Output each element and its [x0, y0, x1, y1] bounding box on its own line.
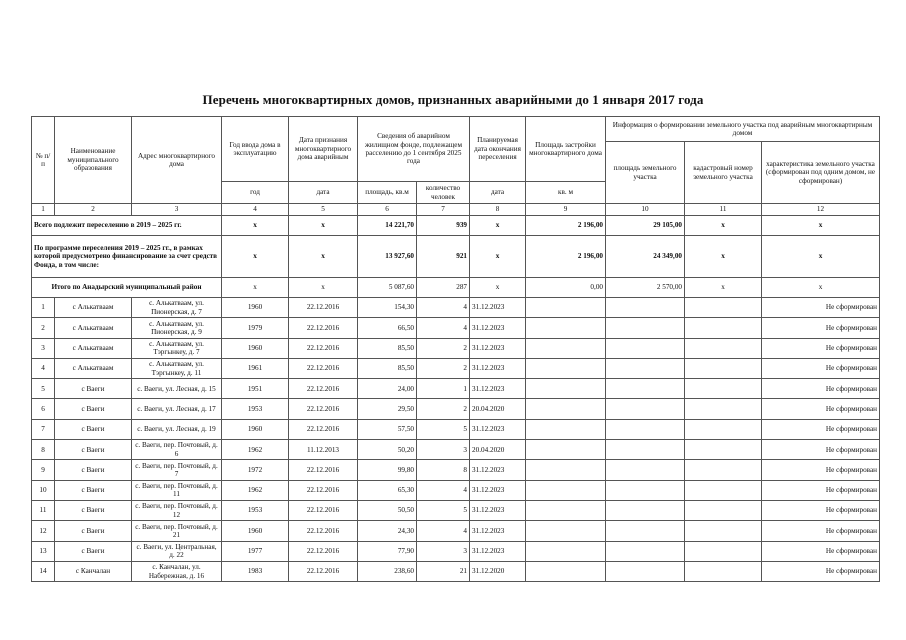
- summary-people: 921: [417, 236, 470, 278]
- summary-area: 13 927,60: [358, 236, 417, 278]
- col-number: 2: [55, 204, 132, 216]
- row-people: 5: [417, 419, 470, 439]
- row-area: 238,60: [358, 561, 417, 581]
- row-number: 11: [32, 500, 55, 520]
- summary-char: х: [762, 278, 880, 298]
- summary-land-area: 24 349,00: [606, 236, 685, 278]
- row-area: 29,50: [358, 399, 417, 419]
- row-people: 1: [417, 379, 470, 399]
- row-municipality: с Ваеги: [55, 480, 132, 500]
- row-land-area: [606, 338, 685, 358]
- header-num: № п/п: [32, 117, 55, 204]
- document-title: Перечень многоквартирных домов, признанных аварийными до 1 января 2017 года: [202, 92, 704, 107]
- row-planned-date: 31.12.2023: [470, 358, 526, 378]
- summary-district-row: [32, 278, 880, 298]
- row-municipality: с Ваеги: [55, 500, 132, 520]
- col-number: 10: [606, 204, 685, 216]
- row-people: 4: [417, 318, 470, 338]
- row-cadastral: [685, 419, 762, 439]
- row-date: 22.12.2016: [289, 480, 358, 500]
- row-area: 50,50: [358, 500, 417, 520]
- table-row: [32, 298, 880, 318]
- summary-label: По программе переселения 2019 – 2025 гг., в рамках которой предусмотрено финансирование за счет средств Фонда, в том числе:: [32, 236, 222, 278]
- row-people: 21: [417, 561, 470, 581]
- row-area: 85,50: [358, 358, 417, 378]
- row-address: с. Ваеги, пер. Почтовый, д. 7: [132, 460, 222, 480]
- row-building-area: [526, 480, 606, 500]
- row-address: с. Алькатваам, ул. Пионерская, д. 9: [132, 318, 222, 338]
- row-cadastral: [685, 480, 762, 500]
- row-year: 1960: [222, 338, 289, 358]
- row-cadastral: [685, 440, 762, 460]
- summary-build-area: 0,00: [526, 278, 606, 298]
- row-cadastral: [685, 358, 762, 378]
- row-year: 1962: [222, 480, 289, 500]
- table-row: [32, 358, 880, 378]
- row-planned-date: 31.12.2023: [470, 318, 526, 338]
- unit-people: количество человек: [417, 182, 470, 204]
- row-municipality: с Ваеги: [55, 379, 132, 399]
- row-area: 50,20: [358, 440, 417, 460]
- table-row: [32, 440, 880, 460]
- summary-land-area: 29 105,00: [606, 216, 685, 236]
- row-date: 22.12.2016: [289, 379, 358, 399]
- summary-char: х: [762, 236, 880, 278]
- row-municipality: с Ваеги: [55, 419, 132, 439]
- row-planned-date: 31.12.2023: [470, 338, 526, 358]
- row-people: 4: [417, 480, 470, 500]
- row-people: 8: [417, 460, 470, 480]
- row-people: 2: [417, 338, 470, 358]
- row-date: 22.12.2016: [289, 318, 358, 338]
- unit-sqm: кв. м: [526, 182, 606, 204]
- table-row: [32, 318, 880, 338]
- row-date: 22.12.2016: [289, 460, 358, 480]
- row-cadastral: [685, 298, 762, 318]
- row-land-status: Не сформирован: [762, 521, 880, 541]
- unit-year: год: [222, 182, 289, 204]
- row-land-status: Не сформирован: [762, 500, 880, 520]
- table-row: [32, 419, 880, 439]
- row-number: 13: [32, 541, 55, 561]
- row-area: 77,90: [358, 541, 417, 561]
- row-people: 5: [417, 500, 470, 520]
- row-building-area: [526, 379, 606, 399]
- row-year: 1953: [222, 399, 289, 419]
- table-row: [32, 500, 880, 520]
- row-area: 154,30: [358, 298, 417, 318]
- row-municipality: с Ваеги: [55, 399, 132, 419]
- row-year: 1972: [222, 460, 289, 480]
- row-year: 1977: [222, 541, 289, 561]
- row-year: 1953: [222, 500, 289, 520]
- row-year: 1960: [222, 521, 289, 541]
- row-people: 3: [417, 440, 470, 460]
- row-municipality: с Ваеги: [55, 440, 132, 460]
- row-number: 2: [32, 318, 55, 338]
- row-cadastral: [685, 500, 762, 520]
- row-planned-date: 31.12.2023: [470, 460, 526, 480]
- col-number: 1: [32, 204, 55, 216]
- row-address: с. Ваеги, пер. Почтовый, д. 12: [132, 500, 222, 520]
- row-date: 22.12.2016: [289, 419, 358, 439]
- row-address: с. Алькатваам, ул. Тэргынкеу, д. 7: [132, 338, 222, 358]
- row-address: с. Ваеги, пер. Почтовый, д. 21: [132, 521, 222, 541]
- row-planned-date: 31.12.2023: [470, 500, 526, 520]
- row-building-area: [526, 500, 606, 520]
- row-municipality: с Ваеги: [55, 541, 132, 561]
- row-land-status: Не сформирован: [762, 379, 880, 399]
- row-land-area: [606, 419, 685, 439]
- col-number: 12: [762, 204, 880, 216]
- summary-cadastral: х: [685, 216, 762, 236]
- header-land-char: характеристика земельного участка (сформирован под одним домом, не сформирован): [762, 142, 880, 204]
- row-land-area: [606, 460, 685, 480]
- row-area: 99,80: [358, 460, 417, 480]
- summary-people: 287: [417, 278, 470, 298]
- row-address: с. Ваеги, ул. Лесная, д. 15: [132, 379, 222, 399]
- row-area: 24,00: [358, 379, 417, 399]
- row-address: с. Ваеги, ул. Центральная, д. 22: [132, 541, 222, 561]
- summary-planned: х: [470, 278, 526, 298]
- row-cadastral: [685, 541, 762, 561]
- table-row: [32, 541, 880, 561]
- row-address: с. Алькатваам, ул. Пионерская, д. 7: [132, 298, 222, 318]
- row-municipality: с Ваеги: [55, 460, 132, 480]
- row-number: 3: [32, 338, 55, 358]
- col-number: 4: [222, 204, 289, 216]
- row-number: 4: [32, 358, 55, 378]
- row-planned-date: 31.12.2023: [470, 298, 526, 318]
- header-land-info: Информация о формировании земельного участка под аварийным многоквартирным домом: [606, 117, 880, 142]
- row-building-area: [526, 358, 606, 378]
- row-planned-date: 31.12.2023: [470, 379, 526, 399]
- row-planned-date: 31.12.2020: [470, 561, 526, 581]
- header-cadastral: кадастровый номер земельного участка: [685, 142, 762, 204]
- row-area: 85,50: [358, 338, 417, 358]
- row-building-area: [526, 419, 606, 439]
- table-row: [32, 399, 880, 419]
- header-land-area: площадь земельного участка: [606, 142, 685, 204]
- row-municipality: с Алькатваам: [55, 318, 132, 338]
- row-building-area: [526, 521, 606, 541]
- row-land-area: [606, 440, 685, 460]
- row-cadastral: [685, 379, 762, 399]
- summary-date: х: [289, 216, 358, 236]
- row-number: 14: [32, 561, 55, 581]
- table-row: [32, 338, 880, 358]
- header-emergency-info: Сведения об аварийном жилищном фонде, подлежащем расселению до 1 сентября 2025 года: [358, 117, 470, 182]
- summary-cadastral: х: [685, 278, 762, 298]
- summary-planned: х: [470, 236, 526, 278]
- row-number: 5: [32, 379, 55, 399]
- row-land-status: Не сформирован: [762, 298, 880, 318]
- row-address: с. Алькатваам, ул. Тэргынкеу, д. 11: [132, 358, 222, 378]
- row-address: с. Ваеги, ул. Лесная, д. 17: [132, 399, 222, 419]
- summary-area: 5 087,60: [358, 278, 417, 298]
- header-municipality: Наименование муниципального образования: [55, 117, 132, 204]
- row-year: 1962: [222, 440, 289, 460]
- column-numbers-row: [32, 204, 880, 216]
- row-address: с. Ваеги, ул. Лесная, д. 19: [132, 419, 222, 439]
- row-year: 1960: [222, 419, 289, 439]
- summary-area: 14 221,70: [358, 216, 417, 236]
- row-building-area: [526, 440, 606, 460]
- row-building-area: [526, 561, 606, 581]
- col-number: 5: [289, 204, 358, 216]
- row-cadastral: [685, 338, 762, 358]
- row-land-area: [606, 318, 685, 338]
- row-cadastral: [685, 460, 762, 480]
- row-year: 1979: [222, 318, 289, 338]
- row-people: 2: [417, 358, 470, 378]
- row-municipality: с Алькатваам: [55, 298, 132, 318]
- row-building-area: [526, 460, 606, 480]
- row-date: 22.12.2016: [289, 521, 358, 541]
- unit-date: дата: [289, 182, 358, 204]
- table-row: [32, 521, 880, 541]
- row-cadastral: [685, 521, 762, 541]
- row-land-area: [606, 500, 685, 520]
- data-rows: [32, 298, 880, 582]
- row-date: 22.12.2016: [289, 358, 358, 378]
- row-land-area: [606, 399, 685, 419]
- row-municipality: с Канчалан: [55, 561, 132, 581]
- row-cadastral: [685, 318, 762, 338]
- row-planned-date: 31.12.2023: [470, 480, 526, 500]
- row-land-area: [606, 358, 685, 378]
- row-year: 1960: [222, 298, 289, 318]
- header-building-area: Площадь застройки многоквартирного дома: [526, 117, 606, 182]
- header-planned-date: Планируемая дата окончания переселения: [470, 117, 526, 182]
- housing-table: [31, 116, 880, 582]
- row-year: 1951: [222, 379, 289, 399]
- summary-year: х: [222, 236, 289, 278]
- row-building-area: [526, 318, 606, 338]
- row-land-area: [606, 561, 685, 581]
- col-number: 9: [526, 204, 606, 216]
- summary-char: х: [762, 216, 880, 236]
- row-date: 22.12.2016: [289, 541, 358, 561]
- row-year: 1983: [222, 561, 289, 581]
- row-cadastral: [685, 399, 762, 419]
- row-land-status: Не сформирован: [762, 480, 880, 500]
- row-people: 2: [417, 399, 470, 419]
- summary-label: Итого по Анадырский муниципальный район: [32, 278, 222, 298]
- row-date: 22.12.2016: [289, 399, 358, 419]
- summary-year: х: [222, 216, 289, 236]
- summary-date: х: [289, 278, 358, 298]
- summary-people: 939: [417, 216, 470, 236]
- summary-build-area: 2 196,00: [526, 216, 606, 236]
- row-municipality: с Ваеги: [55, 521, 132, 541]
- col-number: 6: [358, 204, 417, 216]
- col-number: 3: [132, 204, 222, 216]
- row-municipality: с Алькатваам: [55, 338, 132, 358]
- row-planned-date: 31.12.2023: [470, 541, 526, 561]
- col-number: 8: [470, 204, 526, 216]
- table-row: [32, 460, 880, 480]
- row-date: 22.12.2016: [289, 500, 358, 520]
- row-municipality: с Алькатваам: [55, 358, 132, 378]
- row-building-area: [526, 338, 606, 358]
- header-address: Адрес многоквартирного дома: [132, 117, 222, 204]
- row-address: с. Канчалан, ул. Набережная, д. 16: [132, 561, 222, 581]
- header-year-commission: Год ввода дома в эксплуатацию: [222, 117, 289, 182]
- summary-label: Всего подлежит переселению в 2019 – 2025 гг.: [32, 216, 222, 236]
- row-land-status: Не сформирован: [762, 338, 880, 358]
- table-row: [32, 561, 880, 581]
- row-area: 57,50: [358, 419, 417, 439]
- header-row-1: [32, 117, 880, 142]
- table-row: [32, 379, 880, 399]
- row-number: 12: [32, 521, 55, 541]
- col-number: 11: [685, 204, 762, 216]
- row-number: 6: [32, 399, 55, 419]
- row-land-area: [606, 521, 685, 541]
- summary-cadastral: х: [685, 236, 762, 278]
- row-land-status: Не сформирован: [762, 358, 880, 378]
- summary-land-area: 2 570,00: [606, 278, 685, 298]
- summary-planned: х: [470, 216, 526, 236]
- row-planned-date: 20.04.2020: [470, 399, 526, 419]
- row-date: 22.12.2016: [289, 561, 358, 581]
- row-number: 7: [32, 419, 55, 439]
- summary-year: х: [222, 278, 289, 298]
- summary-total-row: [32, 216, 880, 236]
- row-building-area: [526, 541, 606, 561]
- summary-date: х: [289, 236, 358, 278]
- row-planned-date: 31.12.2023: [470, 419, 526, 439]
- summary-program-row: [32, 236, 880, 278]
- row-year: 1961: [222, 358, 289, 378]
- unit-date2: дата: [470, 182, 526, 204]
- row-number: 9: [32, 460, 55, 480]
- row-planned-date: 31.12.2023: [470, 521, 526, 541]
- row-planned-date: 20.04.2020: [470, 440, 526, 460]
- col-number: 7: [417, 204, 470, 216]
- row-land-area: [606, 298, 685, 318]
- row-land-area: [606, 480, 685, 500]
- row-land-status: Не сформирован: [762, 318, 880, 338]
- row-number: 10: [32, 480, 55, 500]
- row-date: 22.12.2016: [289, 338, 358, 358]
- header-date-recognition: Дата признания многоквартирного дома аварийным: [289, 117, 358, 182]
- row-area: 24,30: [358, 521, 417, 541]
- row-land-status: Не сформирован: [762, 419, 880, 439]
- row-land-status: Не сформирован: [762, 541, 880, 561]
- row-building-area: [526, 399, 606, 419]
- row-land-area: [606, 541, 685, 561]
- unit-area: площадь, кв.м: [358, 182, 417, 204]
- row-people: 4: [417, 521, 470, 541]
- row-land-status: Не сформирован: [762, 460, 880, 480]
- row-cadastral: [685, 561, 762, 581]
- row-land-status: Не сформирован: [762, 440, 880, 460]
- row-number: 8: [32, 440, 55, 460]
- row-building-area: [526, 298, 606, 318]
- row-land-area: [606, 379, 685, 399]
- row-land-status: Не сформирован: [762, 561, 880, 581]
- summary-build-area: 2 196,00: [526, 236, 606, 278]
- row-people: 3: [417, 541, 470, 561]
- row-area: 66,50: [358, 318, 417, 338]
- row-area: 65,30: [358, 480, 417, 500]
- row-address: с. Ваеги, пер. Почтовый, д. 6: [132, 440, 222, 460]
- row-date: 11.12.2013: [289, 440, 358, 460]
- row-address: с. Ваеги, пер. Почтовый, д. 11: [132, 480, 222, 500]
- row-number: 1: [32, 298, 55, 318]
- row-land-status: Не сформирован: [762, 399, 880, 419]
- row-people: 4: [417, 298, 470, 318]
- table-row: [32, 480, 880, 500]
- row-date: 22.12.2016: [289, 298, 358, 318]
